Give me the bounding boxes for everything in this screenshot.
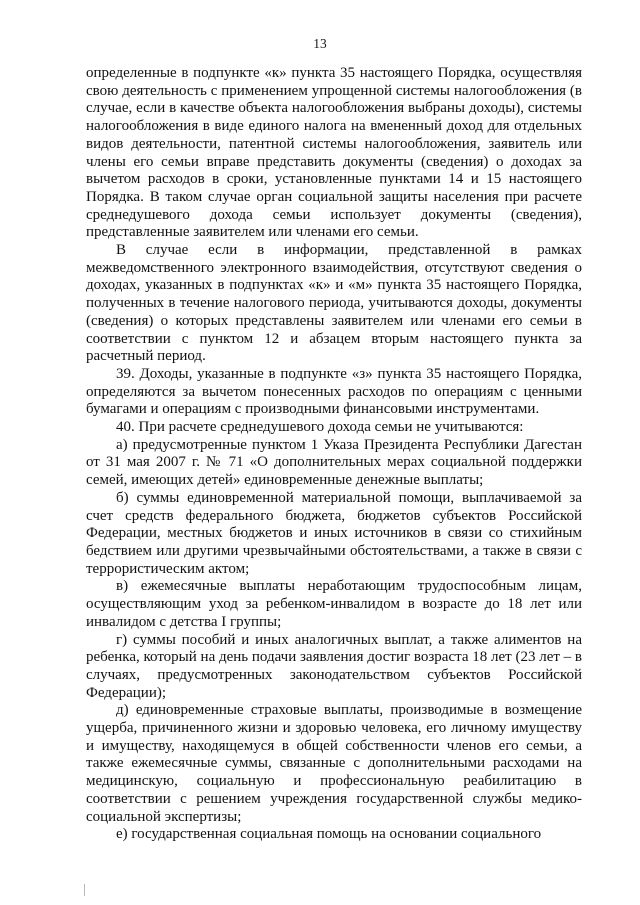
scan-artifact-mark (84, 884, 85, 896)
paragraph-missing-income-info: В случае если в информации, представленной в рамках межведомственного электронного взаимодействия, отсутствуют сведения о доходах, указанных в подпунктах «к» и «м» пункта 35 настоящего Порядка, полученных в течение налогового периода, учитываются доходы, документы (сведения) о которых представлены заявителем или членами его семьи в соответствии с пунктом 12 и абзацем вторым настоящего пункта за расчетный период. (86, 242, 582, 365)
subitem-d: д) единовременные страховые выплаты, производимые в возмещение ущерба, причиненного жизни и здоровью человека, его личному имуществу и имуществу, находящемуся в общей собственности членов его семьи, а также ежемесячные суммы, связанные с дополнительными расходами на медицинскую, социальную и профессиональную реабилитацию в соответствии с решением учреждения государственной службы медико-социальной экспертизы; (86, 702, 582, 825)
paragraph-continuation: определенные в подпункте «к» пункта 35 настоящего Порядка, осуществляя свою деятельность с применением упрощенной системы налогообложения (в случае, если в качестве объекта налогообложения выбраны доходы), системы налогообложения в виде единого налога на вмененный доход для отдельных видов деятельности, патентной системы налогообложения, заявитель или члены его семьи вправе представить документы (сведения) о доходах за вычетом расходов в сроки, установленные пунктами 14 и 15 настоящего Порядка. В таком случае орган социальной защиты населения при расчете среднедушевого дохода семьи использует документы (сведения), представленные заявителем или членами его семьи. (86, 65, 582, 241)
page-number: 13 (313, 36, 327, 51)
subitem-a: а) предусмотренные пунктом 1 Указа Президента Республики Дагестан от 31 мая 2007 г. № 71 «О дополнительных мерах социальной поддержки семей, имеющих детей» единовременные денежные выплаты; (86, 436, 582, 489)
paragraph-40: 40. При расчете среднедушевого дохода семьи не учитываются: (116, 419, 524, 436)
subitem-e: е) государственная социальная помощь на основании социального (116, 826, 542, 843)
subitem-v: в) ежемесячные выплаты неработающим трудоспособным лицам, осуществляющим уход за ребенком-инвалидом в возрасте до 18 лет или инвалидом с детства I группы; (86, 578, 582, 630)
subitem-b: б) суммы единовременной материальной помощи, выплачиваемой за счет средств федерального бюджета, бюджетов субъектов Российской Федерации, местных бюджетов и иных источников в связи со стихийным бедствием или другими чрезвычайными обстоятельствами, а также в связи с террористическим актом; (86, 489, 582, 577)
subitem-g: г) суммы пособий и иных аналогичных выплат, а также алиментов на ребенка, который на день подачи заявления достиг возраста 18 лет (23 лет – в случаях, предусмотренных законодательством субъектов Российской Федерации); (86, 631, 582, 701)
document-body (86, 65, 582, 844)
paragraph-39: 39. Доходы, указанные в подпункте «з» пункта 35 настоящего Порядка, определяются за вычетом понесенных расходов по операциям с ценными бумагами и операциям с производными финансовыми инструментами. (86, 365, 582, 418)
